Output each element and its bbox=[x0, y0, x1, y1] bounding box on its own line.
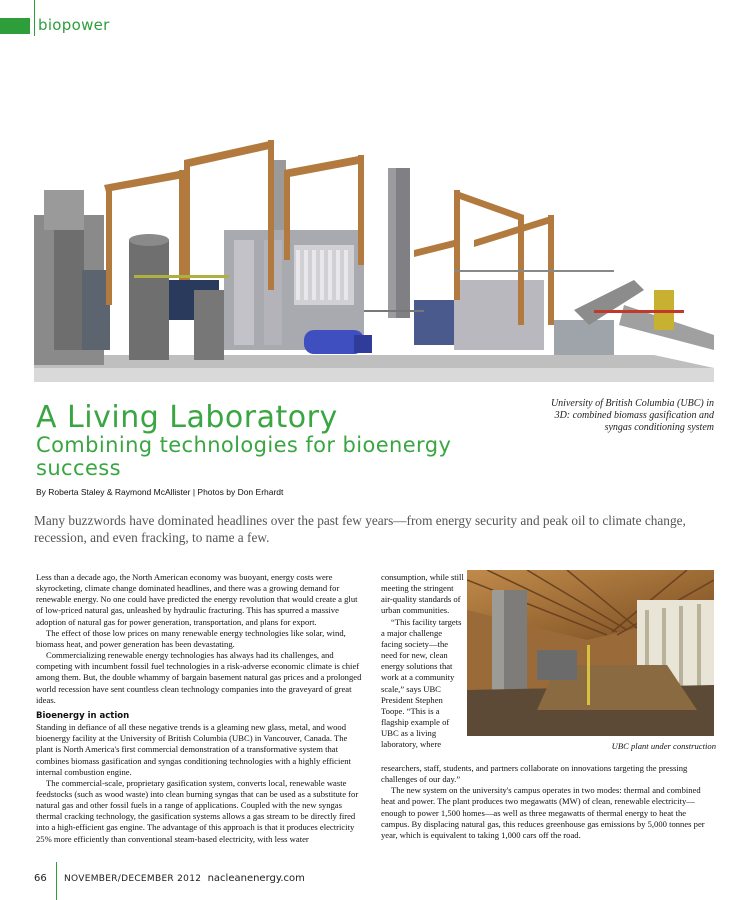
plant-construction-photo bbox=[467, 570, 714, 736]
paragraph: Standing in defiance of all these negative trends is a gleaming new glass, metal, and wood bioenergy facility at the University of British Columbia (UBC) in Vancouver, Canada. The plant is North America's first commercial demonstration of a transformative system that combines biomass gasification and syngas conditioning technologies with a highly efficient internal combustion engine. bbox=[36, 722, 351, 777]
hero-caption: University of British Columbia (UBC) in 3D: combined biomass gasification and syngas conditioning system bbox=[550, 398, 714, 433]
paragraph: The effect of those low prices on many renewable energy technologies like solar, wind, biomass heat, and power generation has been devastating. bbox=[36, 627, 346, 649]
article-title: A Living Laboratory bbox=[36, 400, 338, 435]
paragraph: Commercializing renewable energy technologies has always had its challenges, and competing with incumbent fossil fuel technologies in a risk-adverse economic climate is chief among them. But, the double whammy of bargain basement natural gas prices and a prolonged world recession have sent countless clean technology companies into the graveyard of great ideas. bbox=[36, 650, 362, 705]
column-2 bbox=[381, 572, 465, 751]
column-2-continued bbox=[381, 763, 716, 841]
paragraph: consumption, while still meeting the stringent air-quality standards of urban communities. bbox=[381, 572, 464, 616]
column-1 bbox=[36, 572, 366, 845]
footer-issue-line bbox=[64, 873, 305, 884]
section-label: biopower bbox=[38, 16, 110, 34]
byline: By Roberta Staley & Raymond McAllister | Photos by Don Erhardt bbox=[36, 487, 284, 497]
website-link[interactable]: nacleanenergy.com bbox=[207, 873, 305, 884]
footer-rule bbox=[56, 862, 57, 900]
paragraph: “This facility targets a major challenge facing society—the need for new, clean energy solutions that work at a community scale,” says UBC President Stephen Toope. “This is a flagship example of UBC as a living laboratory, where bbox=[381, 616, 462, 750]
paragraph: The commercial-scale, proprietary gasification system, converts local, renewable waste feedstocks (such as wood waste) into clean burning syngas that can be used as a substitute for natural gas and other fossil fuels in a range of applications. Coupled with the new syngas thermal cracking technology, the gasification systems allows a gas stream to be directly fired into a high-efficient gas engine. The advantage of this approach is that it produces electricity 25% more efficiently than conventional steam-based electricity, with less water bbox=[36, 777, 359, 844]
section-heading: Bioenergy in action bbox=[36, 710, 130, 721]
section-tab bbox=[0, 18, 30, 34]
header-rule bbox=[34, 0, 35, 36]
page-number: 66 bbox=[34, 873, 47, 884]
intro-paragraph: Many buzzwords have dominated headlines over the past few years—from energy security and peak oil to climate change, recession, and even fracking, to name a few. bbox=[34, 513, 686, 545]
photo-caption: UBC plant under construction bbox=[611, 741, 716, 751]
paragraph: Less than a decade ago, the North American economy was buoyant, energy costs were skyrocketing, climate change dominated headlines, and there was a growing demand for renewable energy. No one could have predicted the energy revolution that would create a glut of low-priced natural gas, unleashed by hydraulic fracturing. This has spurred a massive adoption of natural gas for power generation, transportation, and plans for export. bbox=[36, 572, 358, 627]
paragraph: researchers, staff, students, and partners collaborate on innovations targeting the pressing challenges of our day.” bbox=[381, 763, 688, 785]
article-subtitle: Combining technologies for bioenergy success bbox=[36, 433, 452, 480]
issue-date: NOVEMBER/DECEMBER 2012 bbox=[64, 874, 202, 884]
gasification-plant-illustration bbox=[34, 130, 714, 382]
paragraph: The new system on the university's campus operates in two modes: thermal and combined heat and power. The plant produces two megawatts (MW) of clean, renewable electricity—enough to power 1,500 homes—as well as three megawatts of thermal energy to heat the campus. By displacing natural gas, this reduces greenhouse gas emissions by 5,000 tonnes per year, which is equivalent to taking 1,000 cars off the road. bbox=[381, 785, 705, 840]
